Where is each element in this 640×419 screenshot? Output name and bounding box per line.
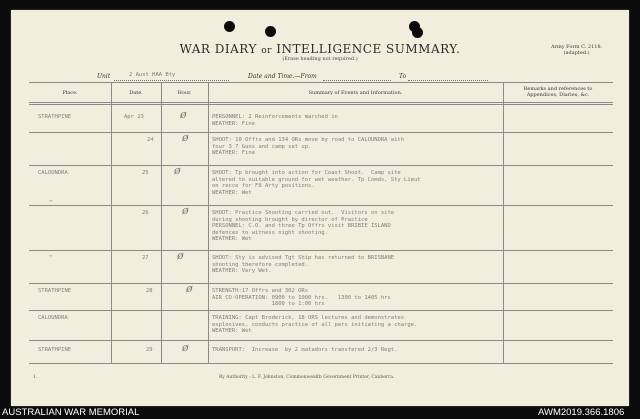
row-rule bbox=[29, 205, 613, 206]
row-summary: SHOOT: 10 Offrs and 134 ORs move by road to CALOUNDRA with four 3 7 Guns and camp set up. WEATHER: Fine bbox=[212, 137, 405, 157]
row-date: 27 bbox=[142, 255, 149, 261]
row-summary: TRANSPORT: Increase by 2 matadors transfered 2/3 Regt. bbox=[212, 347, 398, 353]
row-hour-initial: ø bbox=[174, 164, 181, 177]
row-rule bbox=[29, 340, 613, 341]
table-top-rule bbox=[29, 82, 613, 83]
date-time-label: Date and Time.—From bbox=[248, 73, 317, 80]
diary-sheet bbox=[11, 10, 629, 406]
unit-label: Unit bbox=[97, 73, 111, 80]
col-header-date: Date. bbox=[129, 90, 143, 96]
row-date: 26 bbox=[142, 210, 149, 216]
column-divider bbox=[503, 82, 504, 363]
title-or: or bbox=[261, 46, 272, 56]
remarks-header-line: Remarks and references to bbox=[523, 86, 593, 92]
row-place: " bbox=[49, 200, 53, 206]
row-place: STRATHPINE bbox=[38, 114, 72, 120]
from-underline bbox=[323, 80, 391, 81]
column-divider bbox=[208, 82, 209, 363]
archive-reference: AWM2019.366.1806 bbox=[538, 407, 625, 418]
row-place: STRATHPINE bbox=[38, 288, 72, 294]
title-intelligence-summary: INTELLIGENCE SUMMARY. bbox=[276, 42, 461, 56]
row-rule bbox=[29, 250, 613, 251]
row-rule bbox=[29, 283, 613, 284]
row-rule bbox=[29, 132, 613, 133]
row-date: Apr 23 bbox=[124, 114, 144, 120]
header-rule bbox=[29, 102, 613, 103]
to-underline bbox=[408, 80, 488, 81]
row-summary: SHOOT: Sty is advised Tgt Ship has returned to BRISBANE shooting therefore completed. WEATHER: Very Wet. bbox=[212, 255, 395, 275]
column-divider bbox=[111, 82, 112, 363]
col-header-hour: Hour. bbox=[177, 90, 192, 96]
row-rule bbox=[29, 310, 613, 311]
row-rule bbox=[29, 165, 613, 166]
row-summary: SHOOT: Tp brought into action for Coast Shoot. Camp site altered to suitable ground for wet weather. Tp Comds, Sty Lieut on recce for F8 Arty positions. WEATHER: Wet bbox=[212, 170, 421, 196]
row-date: 25 bbox=[142, 170, 149, 176]
row-summary: SHOOT: Practice Shooting carried out. Visitors on site during shooting brought by director of Practice PERSONNEL: C.O. and three Tp Offrs visit BRIBIE ISLAND defences to witness night shooting. WEATHER: Wet bbox=[212, 210, 395, 243]
printer-imprint: By Authority : L. F. Johnston, Commonwealth Government Printer, Canberra. bbox=[219, 375, 395, 380]
row-summary: STRENGTH:17 Offrs and 302 ORs AIR CO-OPERATION: 0900 to 1000 hrs. 1300 to 1405 hrs 1800 to 1:00 hrs bbox=[212, 288, 391, 308]
row-hour-initial: ø bbox=[180, 108, 187, 121]
column-divider bbox=[161, 82, 162, 363]
form-title bbox=[11, 42, 629, 56]
title-war-diary: WAR DIARY bbox=[179, 42, 257, 56]
col-header-place: Place. bbox=[62, 90, 78, 96]
row-date: 29 bbox=[146, 347, 153, 353]
form-adapted-line: (adapted.) bbox=[563, 50, 590, 56]
archive-credit: AUSTRALIAN WAR MEMORIAL bbox=[2, 407, 140, 418]
col-header-remarks bbox=[503, 86, 613, 98]
row-summary: TRAINING: Capt Broderick, 18 ORS lectures and demonstrates explosives, conducts practice of all pers initiating a charge. WEATHER: Wet bbox=[212, 315, 418, 335]
form-subtitle: (Erase heading not required.) bbox=[282, 56, 358, 62]
row-place: CALOUNDRA bbox=[38, 170, 68, 176]
row-hour-initial: ø bbox=[186, 282, 193, 295]
form-number bbox=[551, 44, 602, 56]
unit-underline bbox=[114, 80, 229, 81]
row-date: 24 bbox=[147, 137, 154, 143]
form-number-line: Army Form C. 2118. bbox=[551, 44, 603, 50]
table-bottom-rule bbox=[29, 363, 613, 364]
row-hour-initial: ø bbox=[182, 204, 189, 217]
row-hour-initial: ø bbox=[182, 341, 189, 354]
unit-value: 2 Aust HAA Bty bbox=[129, 72, 176, 78]
header-rule-double bbox=[29, 104, 613, 105]
punch-hole bbox=[224, 21, 235, 32]
row-hour-initial: ø bbox=[182, 131, 189, 144]
row-hour-initial: ø bbox=[177, 249, 184, 262]
row-summary: PERSONNEL: 2 Reinforcements marched in WEATHER: Fine bbox=[212, 114, 338, 127]
row-place: CALOUNDRA bbox=[38, 315, 68, 321]
remarks-header-line: Appendices, Diaries, &c. bbox=[526, 92, 590, 98]
to-label: To bbox=[399, 73, 407, 80]
punch-hole bbox=[265, 26, 276, 37]
row-date: 28 bbox=[146, 288, 153, 294]
punch-hole bbox=[412, 27, 423, 38]
page-marker: 1. bbox=[33, 375, 38, 380]
col-header-summary: Summary of Events and Information. bbox=[308, 90, 403, 96]
row-place: STRATHPINE bbox=[38, 347, 72, 353]
row-place: " bbox=[49, 255, 53, 261]
